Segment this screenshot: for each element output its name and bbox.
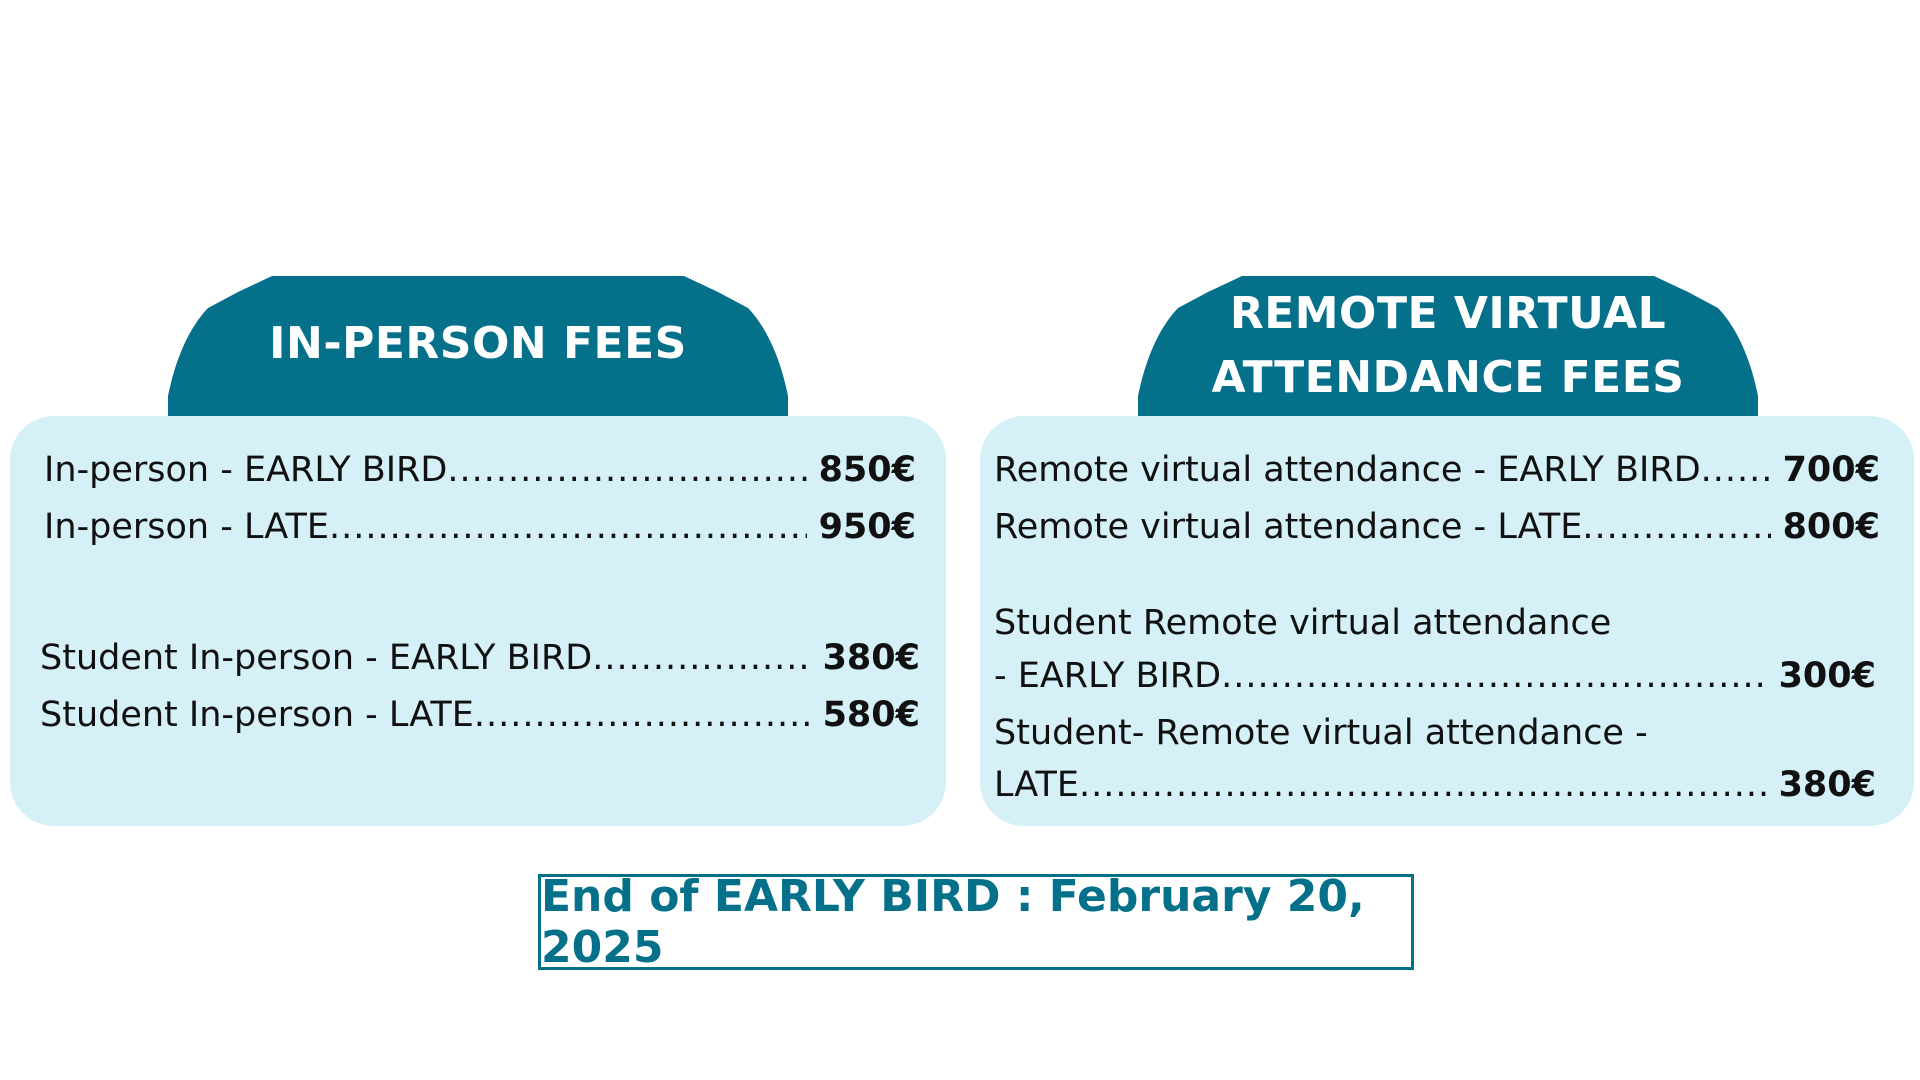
fee-price: 380€ (822, 638, 920, 678)
in-person-fees-title: IN-PERSON FEES (269, 318, 687, 369)
fee-row (994, 505, 1880, 549)
fee-row (44, 505, 916, 549)
remote-fees-header (1138, 276, 1758, 416)
in-person-fees-header (168, 276, 788, 416)
early-bird-deadline-notice (538, 871, 1414, 973)
fee-label-line1: Student- Remote virtual attendance - (994, 713, 1648, 753)
fee-price: 800€ (1782, 507, 1880, 547)
fee-row (994, 654, 1876, 698)
dot-leader (1582, 505, 1770, 549)
fee-row (44, 448, 916, 492)
fee-price: 580€ (822, 695, 920, 735)
remote-fees-title-line2: ATTENDANCE FEES (1211, 352, 1685, 403)
fee-price: 700€ (1782, 450, 1880, 490)
fee-price: 380€ (1778, 765, 1876, 805)
dot-leader (1701, 448, 1771, 492)
fee-price: 850€ (818, 450, 916, 490)
fee-row (994, 448, 1880, 492)
dot-leader (329, 505, 807, 549)
remote-fees-title (1138, 282, 1758, 410)
fee-row (994, 763, 1876, 807)
fee-label: Remote virtual attendance - LATE (994, 507, 1583, 547)
fee-label: - EARLY BIRD (994, 656, 1222, 696)
fee-label: Student In-person - EARLY BIRD (40, 638, 593, 678)
fee-row (40, 693, 920, 737)
fee-label: In-person - LATE (44, 507, 330, 547)
in-person-fees-panel (10, 416, 946, 826)
fee-price: 300€ (1778, 656, 1876, 696)
dot-leader (447, 448, 806, 492)
fee-label: Remote virtual attendance - EARLY BIRD (994, 450, 1701, 490)
fee-label: LATE (994, 765, 1080, 805)
fee-label: Student In-person - LATE (40, 695, 474, 735)
fee-label: In-person - EARLY BIRD (44, 450, 448, 490)
fee-label-line1: Student Remote virtual attendance (994, 603, 1612, 643)
remote-fees-panel (980, 416, 1914, 826)
fee-price: 950€ (818, 507, 916, 547)
early-bird-deadline-text: End of EARLY BIRD : February 20, 2025 (541, 871, 1365, 973)
dot-leader (592, 636, 810, 680)
fee-row (40, 636, 920, 680)
remote-fees-title-line1: REMOTE VIRTUAL (1229, 288, 1667, 339)
dot-leader (474, 693, 811, 737)
dot-leader (1079, 763, 1767, 807)
dot-leader (1221, 654, 1766, 698)
